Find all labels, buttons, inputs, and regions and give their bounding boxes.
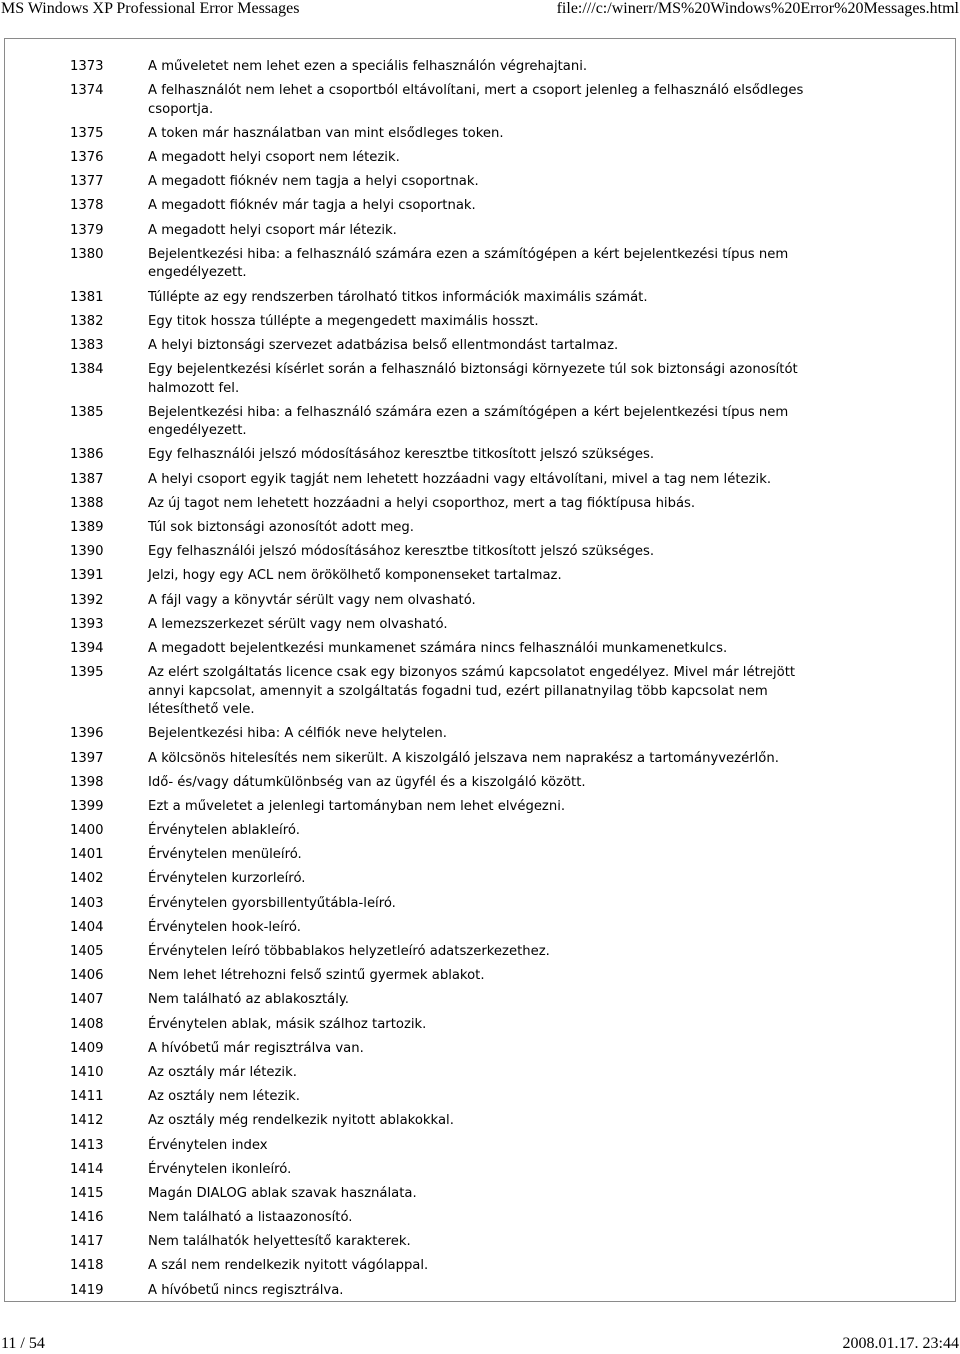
error-code: 1390 — [70, 544, 104, 560]
table-row — [0, 967, 960, 986]
error-message: A kölcsönös hitelesítés nem sikerült. A kiszolgáló jelszava nem naprakész a tartományvezérlőn. — [148, 750, 779, 766]
error-message: Érvénytelen index — [148, 1137, 268, 1153]
error-message: Egy felhasználói jelszó módosításához keresztbe titkosított jelszó szükséges. — [148, 544, 655, 560]
table-row — [0, 173, 960, 192]
error-message: Bejelentkezési hiba: A célfiók neve helytelen. — [148, 726, 447, 742]
error-message: A felhasználót nem lehet a csoportból eltávolítani, mert a csoport jelenleg a felhasználó elsődleges csoportja. — [148, 83, 804, 117]
table-row — [0, 1185, 960, 1204]
error-code: 1374 — [70, 83, 104, 99]
table-row — [0, 222, 960, 241]
table-row — [0, 1282, 960, 1301]
error-code: 1393 — [70, 616, 104, 632]
table-row — [0, 567, 960, 586]
print-datetime: 2008.01.17. 23:44 — [842, 1335, 959, 1352]
error-code: 1382 — [70, 313, 104, 329]
error-message: Jelzi, hogy egy ACL nem örökölhető komponenseket tartalmaz. — [148, 568, 562, 584]
table-row — [0, 1112, 960, 1131]
error-code: 1384 — [70, 362, 104, 378]
error-message: A helyi csoport egyik tagját nem lehetett hozzáadni vagy eltávolítani, mivel a tag nem létezik. — [148, 471, 772, 487]
error-code: 1386 — [70, 447, 104, 463]
document-url: file:///c:/winerr/MS%20Windows%20Error%20Messages.html — [556, 0, 959, 17]
error-message: Érvénytelen ablakleíró. — [148, 823, 300, 839]
table-row — [0, 313, 960, 332]
error-message: Az osztály még rendelkezik nyitott ablakokkal. — [148, 1113, 454, 1129]
error-message: Egy titok hossza túllépte a megengedett maximális hosszt. — [148, 313, 539, 329]
error-code: 1383 — [70, 337, 104, 353]
error-message: A megadott helyi csoport már létezik. — [148, 222, 397, 238]
error-code: 1396 — [70, 726, 104, 742]
error-code: 1408 — [70, 1016, 104, 1032]
error-message: Bejelentkezési hiba: a felhasználó számára ezen a számítógépen a kért bejelentkezési típus nem engedélyezett. — [148, 404, 789, 439]
error-message: A megadott fióknév már tagja a helyi csoportnak. — [148, 198, 476, 214]
error-message: Nem lehet létrehozni felső szintű gyermek ablakot. — [148, 968, 485, 984]
table-row — [0, 361, 960, 398]
table-row — [0, 149, 960, 168]
table-row — [0, 82, 960, 119]
table-row — [0, 471, 960, 490]
table-row — [0, 774, 960, 793]
error-message: Érvénytelen hook-leíró. — [148, 919, 301, 935]
table-row — [0, 1064, 960, 1083]
table-row — [0, 798, 960, 817]
error-code: 1407 — [70, 992, 104, 1008]
error-message: Érvénytelen gyorsbillentyűtábla-leíró. — [148, 895, 396, 911]
error-message: Az osztály nem létezik. — [148, 1089, 300, 1105]
error-code: 1392 — [70, 592, 104, 608]
error-message: Érvénytelen kurzorleíró. — [148, 871, 306, 887]
table-row — [0, 822, 960, 841]
error-code: 1411 — [70, 1089, 104, 1105]
error-message: Érvénytelen leíró többablakos helyzetleíró adatszerkezethez. — [148, 944, 550, 959]
error-message: A műveletet nem lehet ezen a speciális felhasználón végrehajtani. — [148, 59, 588, 74]
error-code: 1419 — [70, 1282, 104, 1298]
error-code: 1402 — [70, 871, 104, 887]
error-code: 1375 — [70, 125, 104, 141]
error-message: Ezt a műveletet a jelenlegi tartományban nem lehet elvégezni. — [148, 798, 566, 814]
error-code: 1398 — [70, 774, 104, 790]
table-row — [0, 197, 960, 216]
error-code: 1373 — [70, 59, 104, 74]
error-code: 1381 — [70, 289, 104, 305]
error-message: Nem találhatók helyettesítő karakterek. — [148, 1234, 411, 1250]
error-code: 1378 — [70, 198, 104, 214]
error-code: 1410 — [70, 1064, 104, 1080]
table-row — [0, 870, 960, 889]
table-row — [0, 1040, 960, 1059]
error-code: 1397 — [70, 750, 104, 766]
error-code: 1385 — [70, 404, 104, 420]
error-message: Bejelentkezési hiba: a felhasználó számára ezen a számítógépen a kért bejelentkezési típus nem engedélyezett. — [148, 246, 789, 281]
table-row — [0, 846, 960, 865]
error-message: A helyi biztonsági szervezet adatbázisa belső ellentmondást tartalmaz. — [148, 337, 619, 353]
table-row — [0, 1233, 960, 1252]
table-row — [0, 125, 960, 144]
error-code: 1379 — [70, 222, 104, 238]
error-message: Az elért szolgáltatás licence csak egy bizonyos számú kapcsolatot engedélyez. Mivel már létrejött annyi kapcsolat, amennyit a szolgáltatás fogadni tud, ezért pillanatnyilag több kapcsolat nem létesíthető vele. — [148, 665, 796, 718]
error-code: 1415 — [70, 1185, 104, 1201]
table-row — [0, 519, 960, 538]
error-code: 1395 — [70, 665, 104, 681]
table-row — [0, 543, 960, 562]
table-row — [0, 895, 960, 914]
table-row — [0, 1209, 960, 1228]
error-message: A hívóbetű nincs regisztrálva. — [148, 1282, 344, 1298]
error-message: A megadott bejelentkezési munkamenet számára nincs felhasználói munkamenetkulcs. — [148, 640, 728, 656]
error-code: 1413 — [70, 1137, 104, 1153]
table-row — [0, 1257, 960, 1276]
table-row — [0, 1088, 960, 1107]
page-number: 11 / 54 — [1, 1335, 45, 1352]
error-message: Nem található a listaazonosító. — [148, 1210, 353, 1226]
error-code: 1389 — [70, 520, 104, 535]
error-message: A megadott fióknév nem tagja a helyi csoportnak. — [148, 174, 479, 190]
error-code: 1417 — [70, 1234, 104, 1250]
table-row — [0, 640, 960, 659]
error-code: 1401 — [70, 847, 104, 863]
error-code: 1416 — [70, 1210, 104, 1226]
error-message: Érvénytelen menüleíró. — [148, 847, 302, 863]
table-row — [0, 750, 960, 769]
error-message: A megadott helyi csoport nem létezik. — [148, 150, 400, 166]
error-message: Egy felhasználói jelszó módosításához keresztbe titkosított jelszó szükséges. — [148, 447, 655, 463]
page-footer — [0, 1335, 960, 1354]
error-code: 1414 — [70, 1161, 104, 1177]
error-code: 1405 — [70, 944, 104, 959]
table-row — [0, 446, 960, 465]
error-message: A lemezszerkezet sérült vagy nem olvasható. — [148, 616, 448, 632]
error-message: Túllépte az egy rendszerben tárolható titkos információk maximális számát. — [148, 289, 648, 305]
error-message: Idő- és/vagy dátumkülönbség van az ügyfél és a kiszolgáló között. — [148, 774, 586, 790]
error-message: Érvénytelen ablak, másik szálhoz tartozik. — [148, 1016, 427, 1032]
error-code: 1406 — [70, 968, 104, 984]
error-message: Az új tagot nem lehetett hozzáadni a helyi csoporthoz, mert a tag fióktípusa hibás. — [148, 495, 696, 511]
document-title: MS Windows XP Professional Error Messages — [1, 0, 300, 17]
table-row — [0, 725, 960, 744]
error-code: 1387 — [70, 471, 104, 487]
error-message: A token már használatban van mint elsődleges token. — [148, 125, 504, 141]
error-message: Túl sok biztonsági azonosítót adott meg. — [148, 520, 414, 535]
error-table — [0, 58, 960, 1306]
error-code: 1399 — [70, 798, 104, 814]
table-row — [0, 919, 960, 938]
error-message: Az osztály már létezik. — [148, 1064, 297, 1080]
table-row — [0, 592, 960, 611]
error-code: 1377 — [70, 174, 104, 190]
error-code: 1409 — [70, 1040, 104, 1056]
error-code: 1412 — [70, 1113, 104, 1129]
table-row — [0, 58, 960, 77]
error-message: A fájl vagy a könyvtár sérült vagy nem olvasható. — [148, 592, 476, 608]
page-header — [0, 0, 960, 20]
table-row — [0, 991, 960, 1010]
table-row — [0, 495, 960, 514]
table-row — [0, 1161, 960, 1180]
error-code: 1418 — [70, 1258, 104, 1274]
error-code: 1380 — [70, 246, 104, 262]
error-code: 1400 — [70, 823, 104, 839]
table-row — [0, 289, 960, 308]
table-row — [0, 1137, 960, 1156]
error-message: Nem található az ablakosztály. — [148, 992, 349, 1008]
table-row — [0, 943, 960, 962]
error-message: Egy bejelentkezési kísérlet során a felhasználó biztonsági környezete túl sok biztonsági azonosítót halmozott fel. — [148, 362, 798, 396]
error-message: A hívóbetű már regisztrálva van. — [148, 1040, 364, 1056]
table-row — [0, 404, 960, 441]
error-code: 1388 — [70, 495, 104, 511]
table-row — [0, 616, 960, 635]
error-code: 1404 — [70, 919, 104, 935]
table-row — [0, 664, 960, 720]
table-row — [0, 246, 960, 283]
error-message: Érvénytelen ikonleíró. — [148, 1161, 292, 1177]
error-message: Magán DIALOG ablak szavak használata. — [148, 1185, 417, 1201]
error-message: A szál nem rendelkezik nyitott vágólappal. — [148, 1258, 429, 1274]
error-code: 1391 — [70, 568, 104, 584]
table-row — [0, 337, 960, 356]
error-code: 1394 — [70, 640, 104, 656]
error-code: 1403 — [70, 895, 104, 911]
error-code: 1376 — [70, 150, 104, 166]
table-row — [0, 1016, 960, 1035]
